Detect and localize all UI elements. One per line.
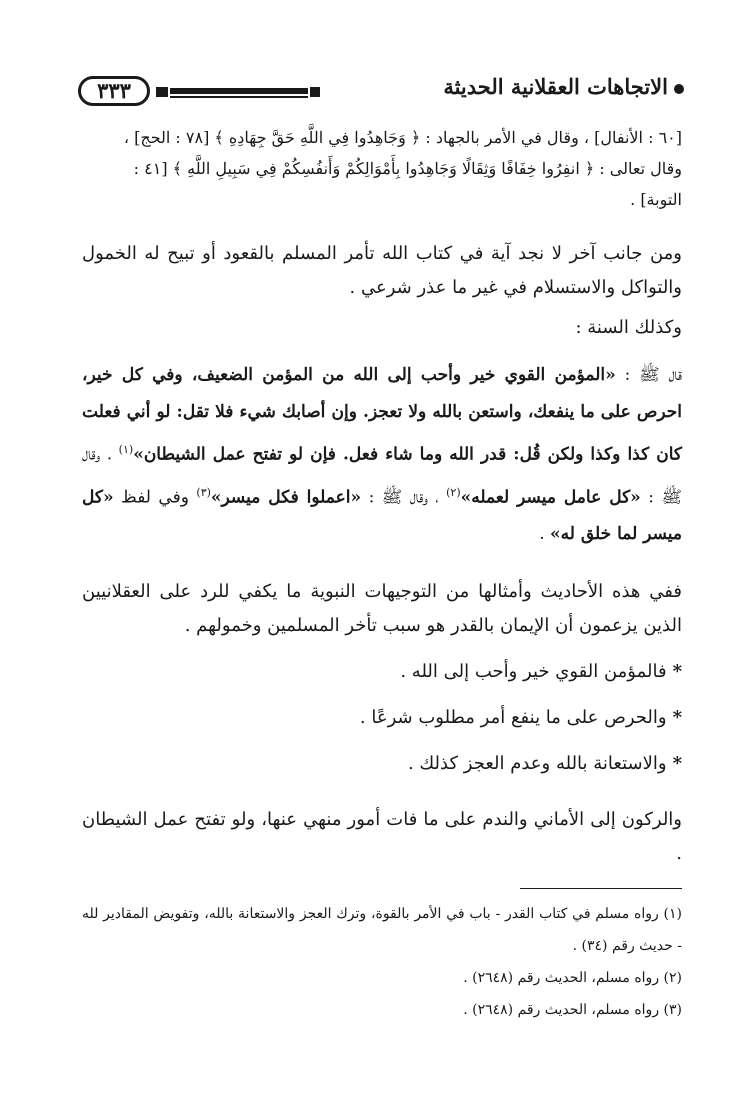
footnote-ref: (٢) <box>446 485 461 499</box>
bullet-item <box>82 747 682 781</box>
page-number-badge: ٣٣٣ <box>78 76 150 106</box>
hadith-text: «المؤمن القوي خير وأحب إلى الله من المؤمن الضعيف، وفي كل خير، احرص على ما ينفعك، واستعن بالله ولا تعجز. وإن أصابك شيء فلا تقل: لو أني فعلت كان كذا وكذا ولكن قُل: قدر الله وما شاء فعل. فإن لو تفتح عمل الشيطان» <box>82 365 683 465</box>
hadith-paragraph <box>82 357 682 553</box>
asterisk-icon: * <box>672 707 682 729</box>
paragraph: وكذلك السنة : <box>575 317 682 338</box>
asterisk-icon: * <box>672 661 682 683</box>
hadith-intro: قال ﷺ : <box>615 365 682 385</box>
running-header <box>78 70 684 110</box>
header-rule <box>170 88 308 94</box>
footnote-separator <box>520 888 682 889</box>
page-body <box>82 122 682 871</box>
quran-citation-line: وقال تعالى : ﴿ انفِرُوا خِفَافًا وَثِقَالًا وَجَاهِدُوا بِأَمْوَالِكُمْ وَأَنفُسِكُمْ فِي سَبِيلِ اللَّهِ ﴾ [٤١ : <box>133 159 682 178</box>
bullet-text: والاستعانة بالله وعدم العجز كذلك . <box>407 753 667 775</box>
footnote: (٢) رواه مسلم، الحديث رقم (٢٦٤٨) . <box>463 970 682 986</box>
footnote-ref: (١) <box>118 443 134 456</box>
bullet-text: والحرص على ما ينفع أمر مطلوب شرعًا . <box>359 707 667 729</box>
footnote-ref: (٣) <box>196 485 211 499</box>
bullet-item <box>82 655 682 689</box>
header-rule-ornament <box>310 87 320 97</box>
footnote: (١) رواه مسلم في كتاب القدر - باب في الأمر بالقوة، وترك العجز والاستعانة بالله، وتفويض المقادير لله - حديث رقم (٣٤) . <box>82 906 682 954</box>
quran-citation-line: [٦٠ : الأنفال] ، وقال في الأمر بالجهاد : ﴿ وَجَاهِدُوا فِي اللَّهِ حَقَّ جِهَادِهِ ﴾ [٧٨ : الحج] ، <box>123 128 682 147</box>
bullet-text: فالمؤمن القوي خير وأحب إلى الله . <box>400 661 667 683</box>
hadith-end: . <box>539 524 551 545</box>
hadith-text: «اعملوا فكل ميسر» <box>210 487 362 508</box>
hadith-connector: ، وقال ﷺ : <box>361 487 447 508</box>
footnotes <box>82 898 682 1026</box>
hadith-connector: وفي لفظ <box>113 487 197 508</box>
paragraph: والركون إلى الأماني والندم على ما فات أمور منهي عنها، ولو تفتح عمل الشيطان . <box>82 809 682 865</box>
bullet-item <box>82 701 682 735</box>
footnote: (٣) رواه مسلم، الحديث رقم (٢٦٤٨) . <box>463 1002 682 1018</box>
paragraph: ومن جانب آخر لا نجد آية في كتاب الله تأمر المسلم بالقعود أو تبيح له الخمول والتواكل والاستسلام في غير ما عذر شرعي . <box>82 243 682 298</box>
bullet-dot-icon <box>674 84 684 94</box>
hadith-text: «كل عامل ميسر لعمله» <box>460 487 641 508</box>
header-title-text: الاتجاهات العقلانية الحديثة <box>443 74 668 99</box>
header-title <box>443 74 684 99</box>
hadith-connector: . وقال ﷺ : <box>82 444 682 508</box>
quran-citation-line: التوبة] . <box>630 190 682 209</box>
hadith-text: «كل ميسر لما خلق له» <box>82 487 682 545</box>
header-rule-thin <box>170 96 308 98</box>
header-rule-ornament <box>156 87 168 97</box>
asterisk-icon: * <box>672 753 682 775</box>
paragraph: ففي هذه الأحاديث وأمثالها من التوجيهات النبوية ما يكفي للرد على العقلانيين الذين يزعمون أن الإيمان بالقدر هو سبب تأخر المسلمين وخمولهم . <box>82 581 682 637</box>
